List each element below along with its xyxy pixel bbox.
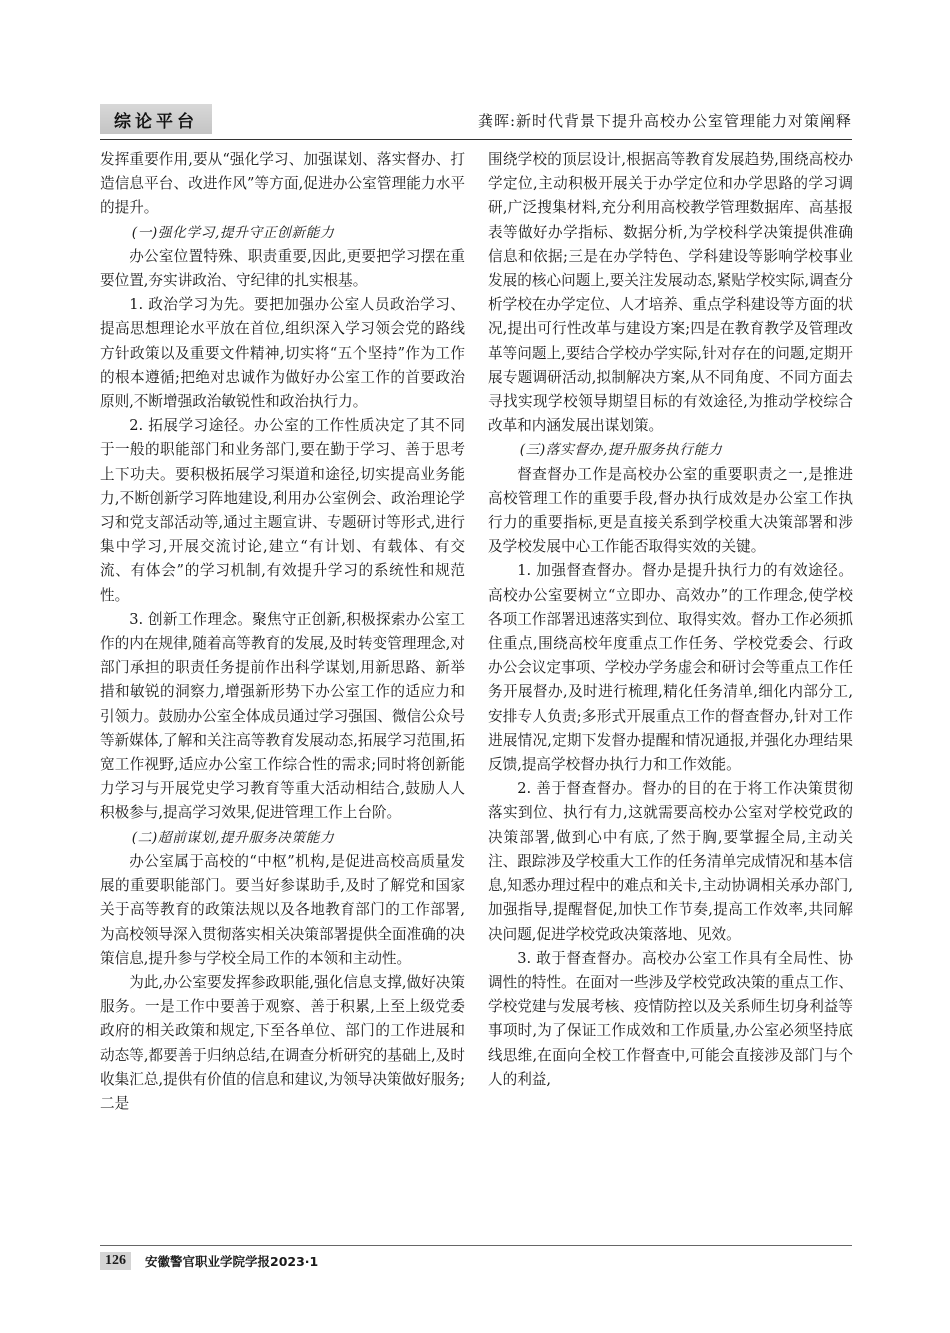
journal-name: 安徽警官职业学院学报2023·1 — [145, 1254, 319, 1269]
paragraph: 督查督办工作是高校办公室的重要职责之一,是推进高校管理工作的重要手段,督办执行成效是办公室工作执行力的重要指标,更是直接关系到学校重大决策部署和涉及学校发展中心工作能否取得实效的关键。 — [488, 465, 853, 556]
section-heading: (一)强化学习,提升守正创新能力 — [131, 224, 335, 241]
paragraph: 办公室属于高校的“中枢”机构,是促进高校高质量发展的重要职能部门。要当好参谋助手,及时了解党和国家关于高等教育的政策法规以及各地教育部门的工作部署,为高校领导深入贯彻落实相关决策部署提供全面准确的决策信息,提升参与学校全局工作的本领和主动性。 — [100, 852, 465, 967]
paragraph: 办公室位置特殊、职责重要,因此,更要把学习摆在重要位置,夯实讲政治、守纪律的扎实根基。 — [100, 247, 465, 290]
right-column — [488, 148, 853, 1092]
paragraph: 1. 加强督查督办。督办是提升执行力的有效途径。高校办公室要树立“立即办、高效办”的工作理念,使学校各项工作部署迅速落实到位、取得实效。督办工作必须抓住重点,围绕高校年度重点工作任务、学校党委会、行政办公会议定事项、学校办学务虚会和研讨会等重点工作任务开展督办,及时进行梳理,精化任务清单,细化内部分工,安排专人负责;多形式开展重点工作的督查督办,针对工作进展情况,定期下发督办提醒和情况通报,并强化办理结果反馈,提高学校督办执行力和工作效能。 — [488, 562, 853, 774]
paragraph: 2. 拓展学习途径。办公室的工作性质决定了其不同于一般的职能部门和业务部门,要在勤于学习、善于思考上下功夫。要积极拓展学习渠道和途径,切实提高业务能力,不断创新学习阵地建设,利用办公室例会、政治理论学习和党支部活动等,通过主题宣讲、专题研讨等形式,进行集中学习,开展交流讨论,建立“有计划、有载体、有交流、有体会”的学习机制,有效提升学习的系统性和规范性。 — [100, 417, 465, 604]
page-number: 126 — [100, 1252, 131, 1270]
running-title: 龚晖:新时代背景下提升高校办公室管理能力对策阐释 — [477, 112, 852, 130]
section-heading: (三)落实督办,提升服务执行能力 — [519, 442, 723, 459]
paragraph: 发挥重要作用,要从“强化学习、加强谋划、落实督办、打造信息平台、改进作风”等方面,促进办公室管理能力水平的提升。 — [100, 151, 465, 217]
paragraph: 3. 创新工作理念。聚焦守正创新,积极探索办公室工作的内在规律,随着高等教育的发展,及时转变管理理念,对部门承担的职责任务提前作出科学谋划,用新思路、新举措和敏锐的洞察力,增强新形势下办公室工作的适应力和引领力。鼓励办公室全体成员通过学习强国、微信公众号等新媒体,了解和关注高等教育发展动态,拓展学习范围,拓宽工作视野,适应办公室工作综合性的需求;同时将创新能力学习与开展党史学习教育等重大活动相结合,鼓励人人积极参与,提高学习效果,促进管理工作上台阶。 — [100, 610, 465, 822]
section-heading: (二)超前谋划,提升服务决策能力 — [131, 829, 335, 846]
paragraph: 围绕学校的顶层设计,根据高等教育发展趋势,围绕高校办学定位,主动积极开展关于办学定位和办学思路的学习调研,广泛搜集材料,充分利用高校教学管理数据库、高基报表等做好办学指标、数据分析,为学校科学决策提供准确信息和依据;三是在办学特色、学科建设等影响学校事业发展的核心问题上,要关注发展动态,紧贴学校实际,调查分析学校在办学定位、人才培养、重点学科建设等方面的状况,提出可行性改革与建设方案;四是在教育教学及管理改革等问题上,要结合学校办学实际,针对存在的问题,定期开展专题调研活动,拟制解决方案,从不同角度、不同方面去寻找实现学校领导期望目标的有效途径,为推动学校综合改革和内涵发展出谋划策。 — [488, 151, 853, 435]
header-rule — [100, 139, 852, 140]
paragraph: 2. 善于督查督办。督办的目的在于将工作决策贯彻落实到位、执行有力,这就需要高校办公室对学校党政的决策部署,做到心中有底,了然于胸,要掌握全局,主动关注、跟踪涉及学校重大工作的任务清单完成情况和基本信息,知悉办理过程中的难点和关卡,主动协调相关承办部门,加强指导,提醒督促,加快工作节奏,提高工作效率,共同解决问题,促进学校党政决策落地、见效。 — [488, 780, 853, 943]
left-column — [100, 148, 465, 1116]
paragraph: 1. 政治学习为先。要把加强办公室人员政治学习、提高思想理论水平放在首位,组织深入学习领会党的路线方针政策以及重要文件精神,切实将“五个坚持”作为工作的根本遵循;把绝对忠诚作为做好办公室工作的首要政治原则,不断增强政治敏锐性和政治执行力。 — [100, 296, 465, 411]
paragraph: 3. 敢于督查督办。高校办公室工作具有全局性、协调性的特性。在面对一些涉及学校党政决策的重点工作、学校党建与发展考核、疫情防控以及关系师生切身利益等事项时,为了保证工作成效和工作质量,办公室必须坚持底线思维,在面向全校工作督查中,可能会直接涉及部门与个人的利益, — [488, 949, 853, 1088]
footer-rule — [100, 1245, 852, 1246]
section-tag: 综论平台 — [100, 104, 212, 134]
paragraph: 为此,办公室要发挥参政职能,强化信息支撑,做好决策服务。一是工作中要善于观察、善于积累,上至上级党委政府的相关政策和规定,下至各单位、部门的工作进展和动态等,都要善于归纳总结,在调查分析研究的基础上,及时收集汇总,提供有价值的信息和建议,为领导决策做好服务;二是 — [100, 973, 465, 1112]
page-header — [100, 104, 852, 136]
page-footer — [100, 1252, 318, 1270]
